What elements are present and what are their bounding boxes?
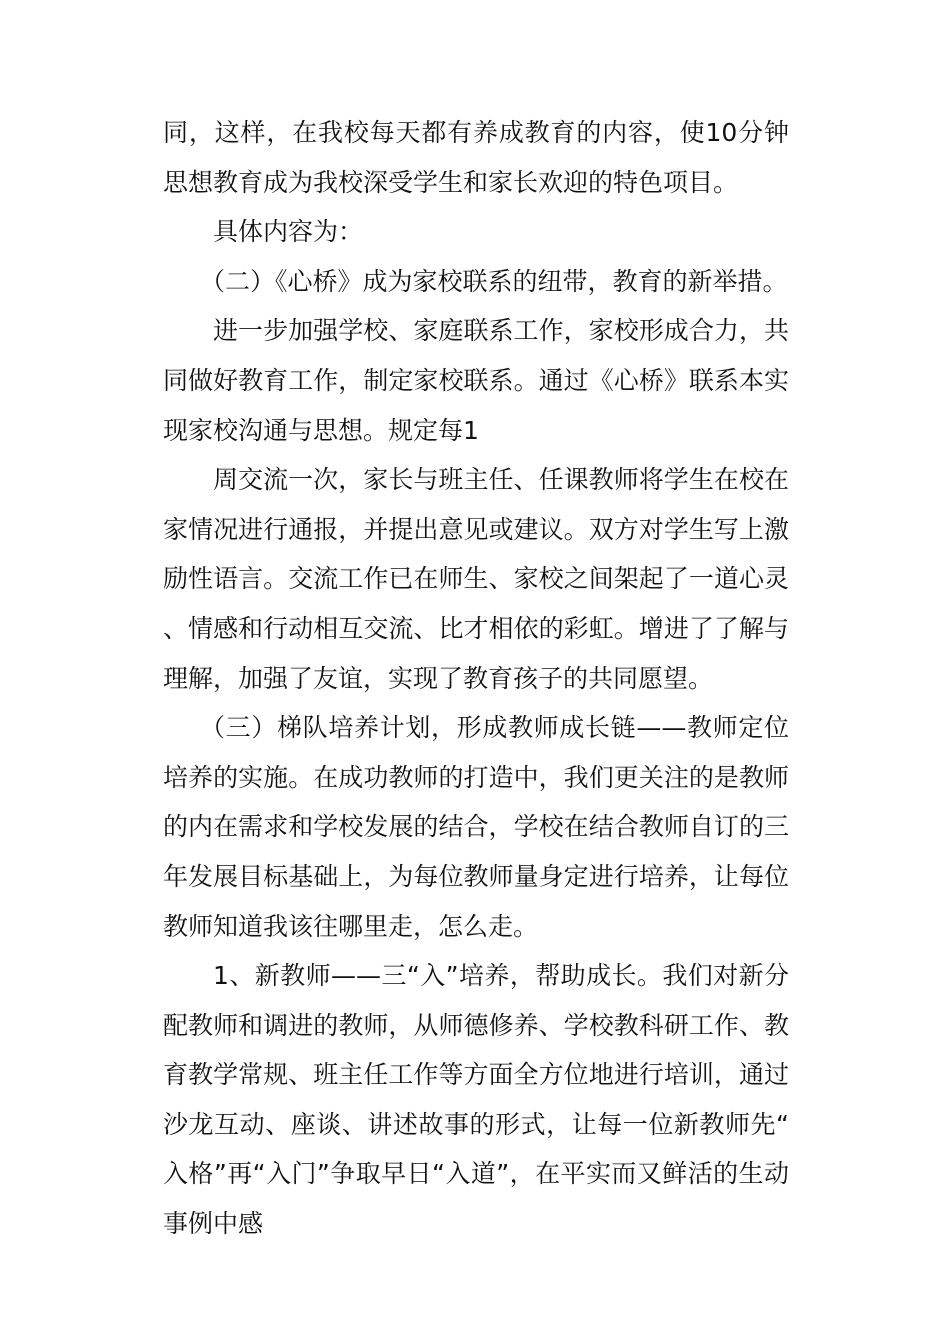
paragraph-content-intro: 具体内容为： [213, 217, 364, 247]
paragraph-continuation: 同，这样，在我校每天都有养成教育的内容，使10分钟思想教育成为我校深受学生和家长欢迎的特色项目。 [163, 118, 789, 197]
section-heading-two: （二）《心桥》成为家校联系的纽带，教育的新举措。 [200, 266, 788, 296]
paragraph-weekly-exchange: 周交流一次，家长与班主任、任课教师将学生在校在家情况进行通报，并提出意见或建议。双方对学生写上激励性语言。交流工作已在师生、家校之间架起了一道心灵、情感和行动相互交流、比才相依的彩虹。增进了了解与理解，加强了友谊，实现了教育孩子的共同愿望。 [163, 465, 789, 693]
paragraph-new-teachers: 1、新教师——三“入”培养，帮助成长。我们对新分配教师和调进的教师，从师德修养、学校教科研工作、教育教学常规、班主任工作等方面全方位地进行培训，通过沙龙互动、座谈、讲述故事的形式，让每一位新教师先“入格”再“入门”争取早日“入道”，在平实而又鲜活的生动事例中感 [163, 961, 789, 1239]
paragraph-section-three: （三）梯队培养计划，形成教师成长链——教师定位培养的实施。在成功教师的打造中，我们更关注的是教师的内在需求和学校发展的结合，学校在结合教师自订的三年发展目标基础上，为每位教师量身定进行培养，让每位教师知道我该往哪里走，怎么走。 [163, 713, 789, 941]
paragraph-home-school-contact: 进一步加强学校、家庭联系工作，家校形成合力，共同做好教育工作，制定家校联系。通过《心桥》联系本实现家校沟通与思想。规定每1 [163, 316, 789, 445]
document-body [163, 108, 789, 1249]
